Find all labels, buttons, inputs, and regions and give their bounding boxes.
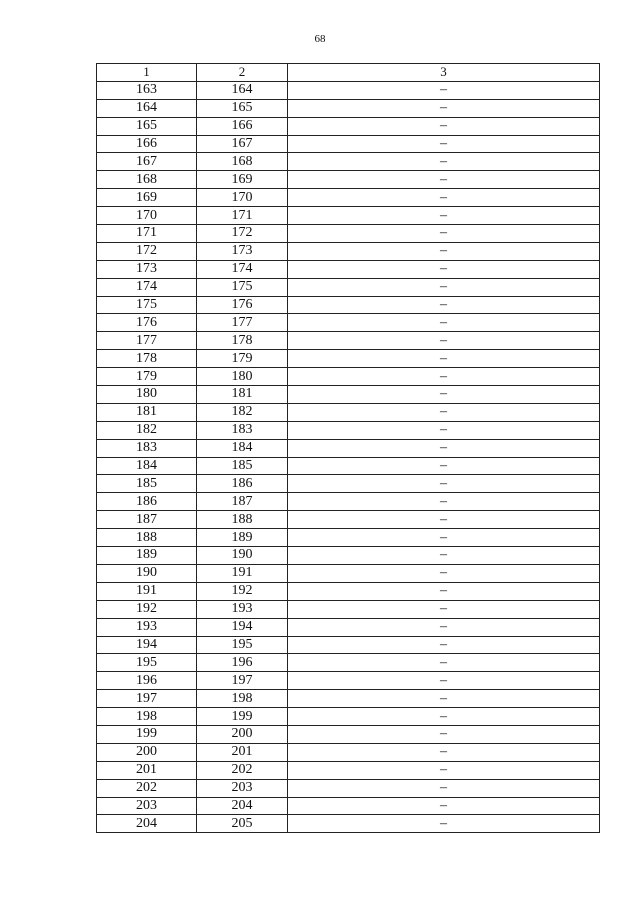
table-cell: –: [288, 278, 600, 296]
table-cell: –: [288, 529, 600, 547]
table-row: [97, 189, 600, 207]
table-row: [97, 547, 600, 565]
table-cell: 175: [97, 296, 197, 314]
table-cell: 168: [97, 171, 197, 189]
table-cell: 187: [97, 511, 197, 529]
table-row: [97, 708, 600, 726]
table-cell: 171: [97, 225, 197, 243]
table-row: [97, 296, 600, 314]
table-cell: 181: [197, 386, 288, 404]
table-cell: –: [288, 350, 600, 368]
table-cell: –: [288, 225, 600, 243]
column-header: 1: [97, 64, 197, 82]
table-cell: –: [288, 260, 600, 278]
table-cell: 169: [197, 171, 288, 189]
table-cell: –: [288, 135, 600, 153]
table-cell: 192: [197, 582, 288, 600]
table-cell: 202: [197, 761, 288, 779]
table-cell: 186: [97, 493, 197, 511]
table-cell: 190: [197, 547, 288, 565]
table-cell: –: [288, 725, 600, 743]
table-row: [97, 368, 600, 386]
table-cell: 170: [197, 189, 288, 207]
table-cell: –: [288, 708, 600, 726]
table-cell: 185: [97, 475, 197, 493]
table-cell: 171: [197, 207, 288, 225]
table-cell: 202: [97, 779, 197, 797]
table-header: [97, 64, 600, 82]
table-cell: –: [288, 797, 600, 815]
table-cell: 201: [197, 743, 288, 761]
table-row: [97, 493, 600, 511]
table-cell: –: [288, 690, 600, 708]
data-table: [96, 63, 600, 833]
table-row: [97, 654, 600, 672]
table-row: [97, 421, 600, 439]
table-cell: 196: [197, 654, 288, 672]
table-cell: 204: [97, 815, 197, 833]
table-cell: –: [288, 207, 600, 225]
table-cell: 175: [197, 278, 288, 296]
table-cell: 187: [197, 493, 288, 511]
table-row: [97, 81, 600, 99]
table-cell: 166: [197, 117, 288, 135]
table-cell: 184: [97, 457, 197, 475]
table-cell: –: [288, 421, 600, 439]
table-cell: 197: [197, 672, 288, 690]
table-cell: 199: [197, 708, 288, 726]
table-cell: 198: [97, 708, 197, 726]
table-cell: –: [288, 99, 600, 117]
table-cell: –: [288, 654, 600, 672]
table-row: [97, 135, 600, 153]
table-cell: 192: [97, 600, 197, 618]
table-cell: 172: [197, 225, 288, 243]
table-row: [97, 260, 600, 278]
table-cell: –: [288, 547, 600, 565]
table-cell: –: [288, 242, 600, 260]
table-cell: –: [288, 743, 600, 761]
table-cell: 196: [97, 672, 197, 690]
table-cell: 184: [197, 439, 288, 457]
table-row: [97, 171, 600, 189]
table-row: [97, 636, 600, 654]
table-row: [97, 278, 600, 296]
table-row: [97, 600, 600, 618]
table-cell: 163: [97, 81, 197, 99]
table-cell: –: [288, 779, 600, 797]
header-row: [97, 64, 600, 82]
table-row: [97, 690, 600, 708]
table-cell: 176: [197, 296, 288, 314]
table-cell: 199: [97, 725, 197, 743]
table-cell: 186: [197, 475, 288, 493]
table-cell: 167: [197, 135, 288, 153]
table-cell: 173: [97, 260, 197, 278]
table-row: [97, 99, 600, 117]
table-cell: 166: [97, 135, 197, 153]
table-row: [97, 242, 600, 260]
table-cell: 182: [97, 421, 197, 439]
table-cell: 203: [197, 779, 288, 797]
table-cell: 203: [97, 797, 197, 815]
column-header: 2: [197, 64, 288, 82]
table-row: [97, 582, 600, 600]
table-row: [97, 314, 600, 332]
table-cell: 164: [197, 81, 288, 99]
table-cell: 172: [97, 242, 197, 260]
table-cell: –: [288, 314, 600, 332]
table-cell: –: [288, 636, 600, 654]
table-cell: –: [288, 117, 600, 135]
table-cell: –: [288, 672, 600, 690]
table-cell: 164: [97, 99, 197, 117]
table-cell: 193: [97, 618, 197, 636]
table-cell: –: [288, 368, 600, 386]
table-cell: 178: [97, 350, 197, 368]
table-cell: –: [288, 189, 600, 207]
table-cell: 200: [97, 743, 197, 761]
table-cell: 180: [197, 368, 288, 386]
table-row: [97, 350, 600, 368]
table-row: [97, 815, 600, 833]
table-row: [97, 475, 600, 493]
table-cell: 177: [197, 314, 288, 332]
table-cell: 181: [97, 403, 197, 421]
table-row: [97, 439, 600, 457]
table-row: [97, 743, 600, 761]
table-row: [97, 153, 600, 171]
table-cell: 188: [97, 529, 197, 547]
table-cell: –: [288, 511, 600, 529]
table-cell: 190: [97, 564, 197, 582]
table-row: [97, 797, 600, 815]
table-cell: –: [288, 153, 600, 171]
table-cell: –: [288, 582, 600, 600]
table-cell: –: [288, 403, 600, 421]
table-cell: 174: [197, 260, 288, 278]
table-cell: 200: [197, 725, 288, 743]
table-cell: 185: [197, 457, 288, 475]
table-row: [97, 672, 600, 690]
table-cell: 176: [97, 314, 197, 332]
table-cell: 195: [197, 636, 288, 654]
table-cell: 178: [197, 332, 288, 350]
table-row: [97, 457, 600, 475]
table-cell: 173: [197, 242, 288, 260]
table-row: [97, 511, 600, 529]
page-number: 68: [314, 33, 326, 45]
table-cell: 195: [97, 654, 197, 672]
table-cell: –: [288, 81, 600, 99]
table-cell: 189: [197, 529, 288, 547]
table-cell: –: [288, 761, 600, 779]
table-cell: 170: [97, 207, 197, 225]
table-cell: –: [288, 457, 600, 475]
table-row: [97, 225, 600, 243]
table-cell: 177: [97, 332, 197, 350]
table-row: [97, 761, 600, 779]
table-cell: –: [288, 493, 600, 511]
table-cell: 165: [197, 99, 288, 117]
table-cell: 174: [97, 278, 197, 296]
table-row: [97, 725, 600, 743]
table-cell: –: [288, 475, 600, 493]
table-cell: 193: [197, 600, 288, 618]
table-cell: –: [288, 439, 600, 457]
table-cell: –: [288, 600, 600, 618]
table-cell: –: [288, 815, 600, 833]
table-body: [97, 81, 600, 832]
table-cell: 179: [97, 368, 197, 386]
table-row: [97, 386, 600, 404]
table-cell: 165: [97, 117, 197, 135]
table-row: [97, 117, 600, 135]
table-cell: 204: [197, 797, 288, 815]
table-cell: 168: [197, 153, 288, 171]
table-cell: 194: [197, 618, 288, 636]
table-cell: 197: [97, 690, 197, 708]
table-row: [97, 403, 600, 421]
table-cell: –: [288, 618, 600, 636]
table-cell: –: [288, 564, 600, 582]
table-cell: –: [288, 332, 600, 350]
table-cell: 191: [197, 564, 288, 582]
table-cell: 201: [97, 761, 197, 779]
table-cell: 188: [197, 511, 288, 529]
table-cell: 179: [197, 350, 288, 368]
table-cell: 183: [97, 439, 197, 457]
table-cell: 182: [197, 403, 288, 421]
table-cell: 180: [97, 386, 197, 404]
table-cell: –: [288, 171, 600, 189]
table-row: [97, 207, 600, 225]
table-cell: 198: [197, 690, 288, 708]
table-row: [97, 332, 600, 350]
table-cell: 189: [97, 547, 197, 565]
table-cell: –: [288, 296, 600, 314]
table-cell: –: [288, 386, 600, 404]
table-cell: 183: [197, 421, 288, 439]
table-row: [97, 529, 600, 547]
table-cell: 191: [97, 582, 197, 600]
table-cell: 205: [197, 815, 288, 833]
table-cell: 167: [97, 153, 197, 171]
table-cell: 169: [97, 189, 197, 207]
table-row: [97, 779, 600, 797]
table-row: [97, 564, 600, 582]
column-header: 3: [288, 64, 600, 82]
table-cell: 194: [97, 636, 197, 654]
table-row: [97, 618, 600, 636]
